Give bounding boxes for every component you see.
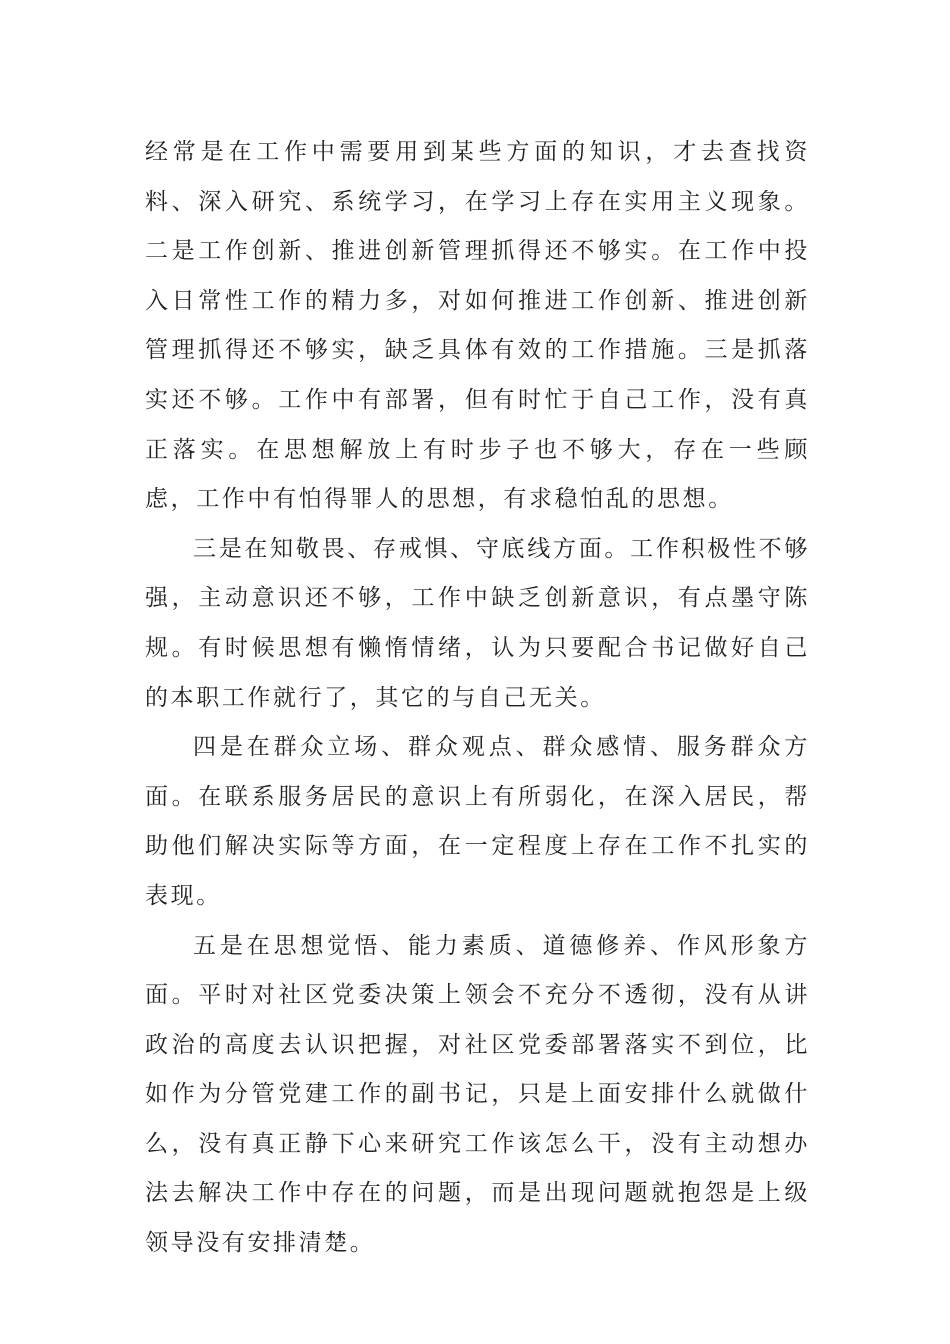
document-body xyxy=(145,128,810,1269)
paragraph-three: 三是在知敬畏、存戒惧、守底线方面。工作积极性不够强，主动意识还不够，工作中缺乏创新意识，有点墨守陈规。有时候思想有懒惰情绪，认为只要配合书记做好自己的本职工作就行了，其它的与自己无关。 xyxy=(145,535,810,711)
paragraph-continued: 经常是在工作中需要用到某些方面的知识，才去查找资料、深入研究、系统学习，在学习上存在实用主义现象。二是工作创新、推进创新管理抓得还不够实。在工作中投入日常性工作的精力多，对如何推进工作创新、推进创新管理抓得还不够实，缺乏具体有效的工作措施。三是抓落实还不够。工作中有部署，但有时忙于自己工作，没有真正落实。在思想解放上有时步子也不够大，存在一些顾虑，工作中有怕得罪人的思想，有求稳怕乱的思想。 xyxy=(145,139,810,513)
paragraph-four: 四是在群众立场、群众观点、群众感情、服务群众方面。在联系服务居民的意识上有所弱化，在深入居民，帮助他们解决实际等方面，在一定程度上存在工作不扎实的表现。 xyxy=(145,734,810,909)
paragraph-five: 五是在思想觉悟、能力素质、道德修养、作风形象方面。平时对社区党委决策上领会不充分不透彻，没有从讲政治的高度去认识把握，对社区党委部署落实不到位，比如作为分管党建工作的副书记，只是上面安排什么就做什么，没有真正静下心来研究工作该怎么干，没有主动想办法去解决工作中存在的问题，而是出现问题就抱怨是上级领导没有安排清楚。 xyxy=(145,932,810,1257)
